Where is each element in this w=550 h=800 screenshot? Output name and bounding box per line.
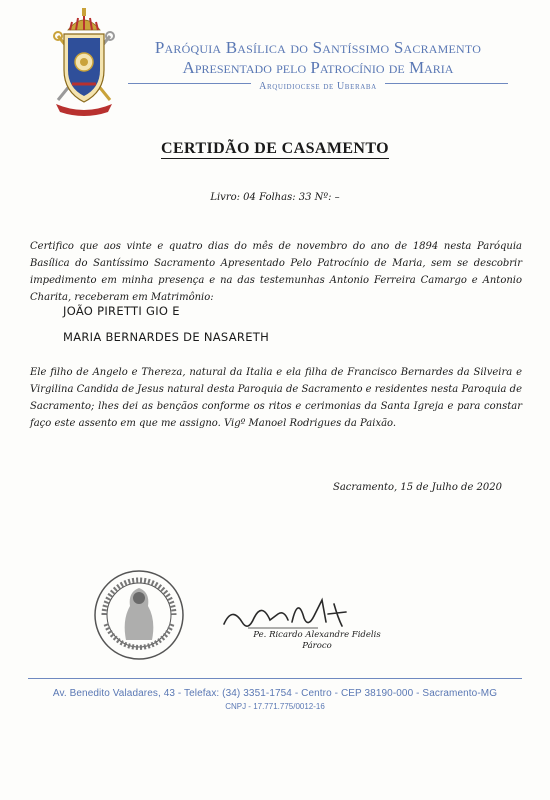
parish-priest-signature xyxy=(218,588,358,636)
parish-name-line1: Paróquia Basílica do Santíssimo Sacramento xyxy=(154,38,482,57)
parish-header xyxy=(128,38,508,92)
footer-divider xyxy=(28,678,522,679)
signer-block xyxy=(252,630,382,652)
signer-name: Pe. Ricardo Alexandre Fidelis xyxy=(253,630,381,640)
parish-cnpj: CNPJ - 17.771.775/0012-16 xyxy=(225,702,325,711)
bride-name: MARIA BERNARDES DE NASARETH xyxy=(63,330,270,344)
parish-name-line2: Apresentado pelo Patrocínio de Maria xyxy=(182,58,454,77)
parish-seal-stamp-icon xyxy=(92,568,186,662)
header-divider xyxy=(128,81,508,92)
diocese-name: Arquidiocese de Uberaba xyxy=(251,81,385,92)
parish-address: Av. Benedito Valadares, 43 - Telefax: (34) 3351-1754 - Centro - CEP 38190-000 - Sacramento-MG xyxy=(52,688,498,699)
document-title: CERTIDÃO DE CASAMENTO xyxy=(160,140,390,157)
certification-paragraph: Certifico que aos vinte e quatro dias do mês de novembro do ano de 1894 nesta Paróquia Basílica do Santíssimo Sacramento Apresentado Pelo Patrocínio de Maria, sem se descobrir impedimento em minha presença e na das testemunhas Antonio Ferreira Camargo e Antonio Charita, receberam em Matrimônio: xyxy=(30,241,522,303)
signer-role: Pároco xyxy=(302,641,332,651)
filiation-paragraph: Ele filho de Angelo e Thereza, natural da Italia e ela filha de Francisco Bernardes da Silveira e Virgilina Candida de Jesus natural desta Paroquia de Sacramento e residentes nesta Paroquia de Sacramento; lhes dei as bençãos conforme os ritos e cerimonias da Santa Igreja e para constar faço este assento em que me assigno. Vigº Manoel Rodrigues da Paixão. xyxy=(30,367,522,429)
parish-coat-of-arms-icon xyxy=(48,8,120,118)
issue-date: Sacramento, 15 de Julho de 2020 xyxy=(332,482,502,493)
book-reference: Livro: 04 Folhas: 33 Nº: – xyxy=(210,192,340,203)
groom-name: JOÃO PIRETTI GIO E xyxy=(63,304,180,318)
